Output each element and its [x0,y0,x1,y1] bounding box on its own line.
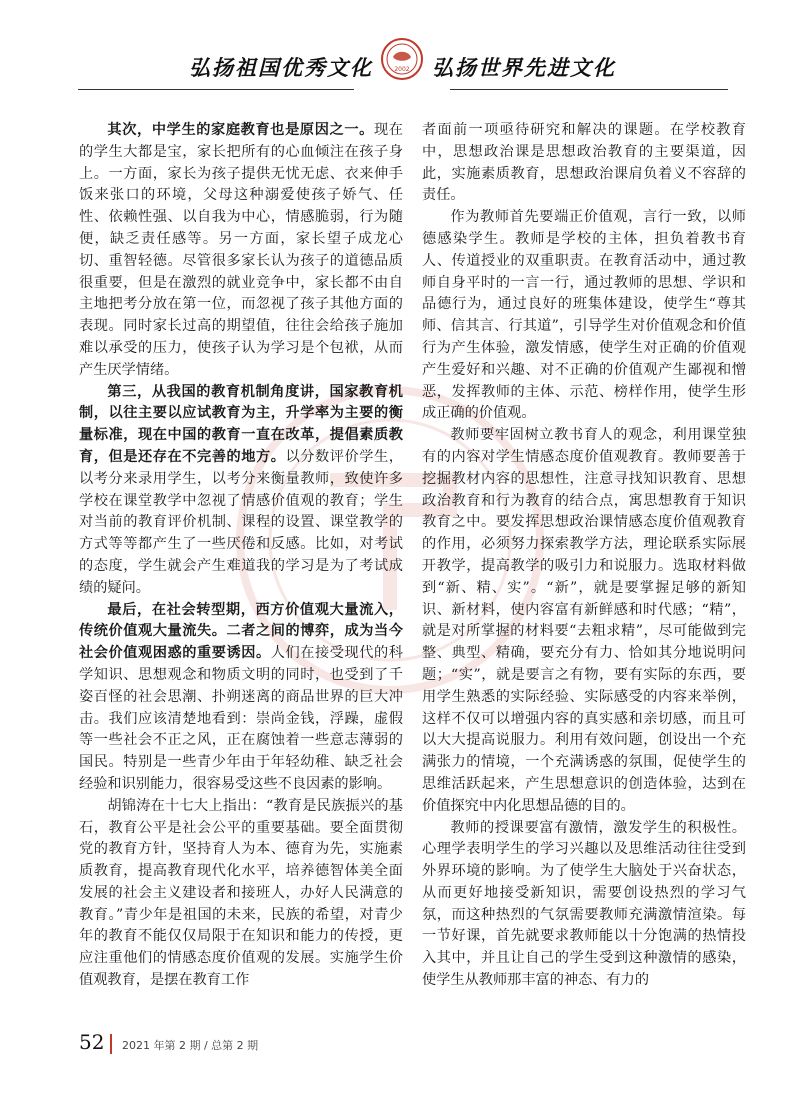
paragraph-teacher-values: 作为教师首先要端正价值观，言行一致，以师德感染学生。教师是学校的主体，担负着教书育人、传道授业的双重职责。在教育活动中，通过教师自身平时的一言一行，通过教师的思想、学识和品德行为，通过良好的班集体建设，使学生“尊其师、信其言、行其道”，引导学生对价值观念和价值行为产生体验，激发情感，使学生对正确的价值观产生爱好和兴趣、对不正确的价值观产生鄙视和憎恶，发挥教师的主体、示范、榜样作用，使学生形成正确的价值观。 [422,209,746,422]
header-slogan-right: 弘扬世界先进文化 [432,55,616,80]
body-social-transition: 人们在接受现代的科学知识、思想观念和物质文明的同时，也受到了千姿百怪的社会思潮、扑朔迷离的商品世界的巨大冲击。我们应该清楚地看到：崇尚金钱，浮躁，虚假等一些社会不正之风，正在腐蚀着一些意志薄弱的国民。特别是一些青少年由于年轻幼稚、缺乏社会经验和识别能力，很容易受这些不良因素的影响。 [79,645,403,792]
page-footer [0,1028,805,1068]
page-number: 52 [79,1030,105,1054]
lead-social-transition: 最后，在社会转型期，西方价值观大量流入，传统价值观大量流失。二者之间的博弈，成为当今社会价值观困惑的重要诱因。 [79,601,403,662]
lead-education-mechanism: 第三，从我国的教育机制角度讲，国家教育机制，以往主要以应试教育为主，升学率为主要的衡量标准，现在中国的教育一直在改革，提倡素质教育，但是还存在不完善的地方。 [79,383,403,465]
footer-divider [110,1034,112,1054]
header-rule-left [78,89,354,90]
issue-info: 2021 年第 2 期 / 总第 2 期 [122,1039,259,1052]
body-education-mechanism: 以分数评价学生，以考分来录用学生，以考分来衡量教师，致使许多学校在课堂教学中忽视了情感价值观的教育；学生对当前的教育评价机制、课程的设置、课堂教学的方式等等都产生了一些厌倦和反感。比如，对考试的态度，学生就会产生难道我的学习是为了考试成绩的疑问。 [79,448,403,596]
right-column [422,120,746,992]
paragraph-education-mechanism [79,382,403,600]
paragraph-quote-hu: 胡锦涛在十七大上指出：“教育是民族振兴的基石，教育公平是社会公平的重要基础。要全面贯彻党的教育方针，坚持育人为本、德育为先，实施素质教育，提高教育现代化水平，培养德智体美全面发展的社会主义建设者和接班人，办好人民满意的教育。”青少年是祖国的未来，民族的希望，对青少年的教育不能仅仅局限于在知识和能力的传授，更应注重他们的情感态度价值观的发展。实施学生价值观教育，是摆在教育工作 [79,797,403,989]
page-header [0,38,805,98]
left-column [79,120,403,992]
paragraph-family-education [79,120,403,382]
emblem-icon [381,38,423,80]
header-rule-right [450,89,728,90]
paragraph-teaching-passion: 教师的授课要富有激情，激发学生的积极性。心理学表明学生的学习兴趣以及思维活动往往受到外界环境的影响。为了使学生大脑处于兴奋状态，从而更好地接受新知识，需要创设热烈的学习气氛，而这种热烈的气氛需要教师充满激情渲染。每一节好课，首先就要求教师能以十分饱满的热情投入其中，并且让自己的学生受到这种激情的感染，使学生从教师那丰富的神态、有力的 [422,819,746,989]
body-family-education: 现在的学生大都是宝，家长把所有的心血倾注在孩子身上。一方面，家长为孩子提供无忧无虑、衣来伸手饭来张口的环境，父母这种溺爱使孩子娇气、任性、依赖性强、以自我为中心，情感脆弱，行为随便，缺乏责任感等。另一方面，家长望子成龙心切、重智轻德。尽管很多家长认为孩子的道德品质很重要，但是在激烈的就业竞争中，家长都不由自主地把考分放在第一位，而忽视了孩子其他方面的表现。同时家长过高的期望值，往往会给孩子施加难以承受的压力，使孩子认为学习是个包袱，从而产生厌学情绪。 [79,122,403,378]
paragraph-continued: 者面前一项亟待研究和解决的课题。在学校教育中，思想政治课是思想政治教育的主要渠道，因此，实施素质教育，思想政治课肩负着义不容辞的责任。 [422,122,746,204]
paragraph-social-transition [79,600,403,796]
paragraph-teaching-concept: 教师要牢固树立教书育人的观念，利用课堂独有的内容对学生情感态度价值观教育。教师要善于挖掘教材内容的思想性，注意寻找知识教育、思想政治教育和行为教育的结合点，寓思想教育于知识教育之中。要发挥思想政治课情感态度价值观教育的作用，必须努力探索教学方法，理论联系实际展开教学，提高教学的吸引力和说服力。选取材料做到“新、精、实”。“新”，就是要掌握足够的新知识、新材料，使内容富有新鲜感和时代感；“精”，就是对所掌握的材料要“去粗求精”，尽可能做到完整、典型、精确，要充分有力、恰如其分地说明问题；“实”，就是要言之有物，要有实际的东西，要用学生熟悉的实际经验、实际感受的内容来举例，这样不仅可以增强内容的真实感和亲切感，而且可以大大提高说服力。利用有效问题，创设出一个充满张力的情境，一个充满诱惑的氛围，促使学生的思维活跃起来，产生思想意识的创造体验，达到在价值探究中内化思想品德的目的。 [422,427,746,814]
lead-family-education: 其次，中学生的家庭教育也是原因之一。 [107,122,374,138]
header-slogan-left: 弘扬祖国优秀文化 [189,55,373,80]
emblem-year: 2002 [394,66,410,73]
